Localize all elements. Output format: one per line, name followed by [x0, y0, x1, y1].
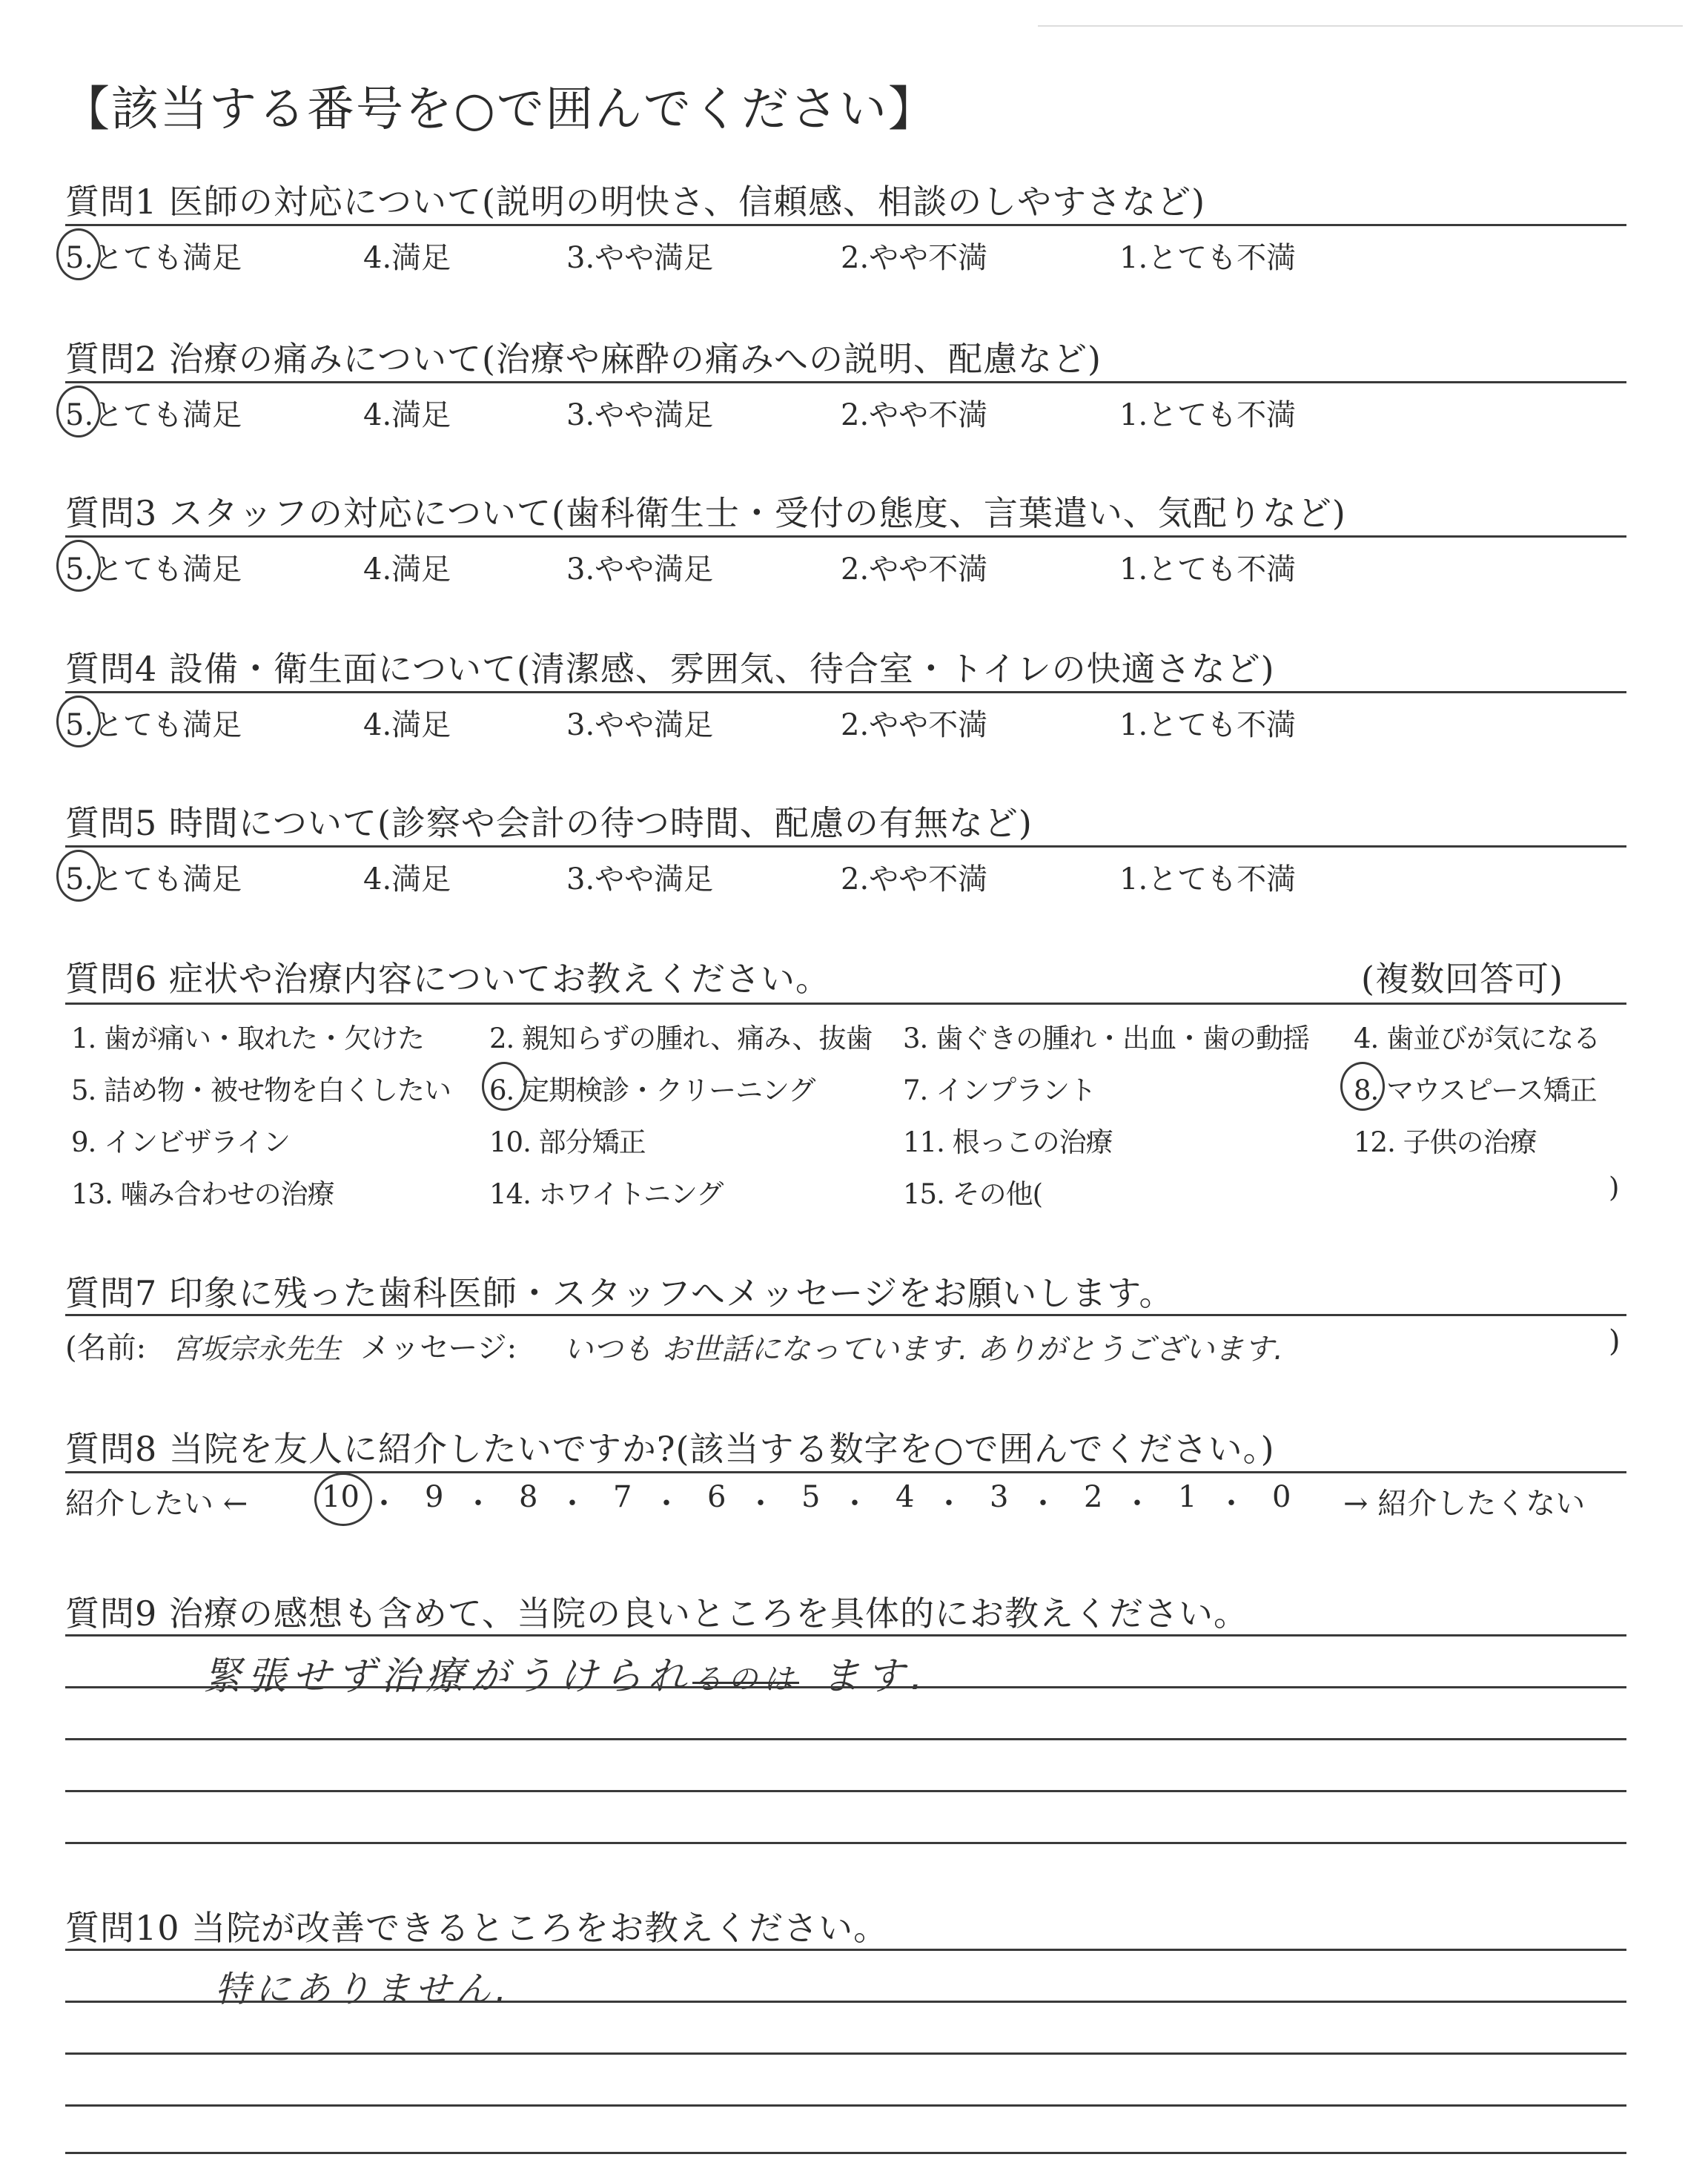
rating-rule-4 — [65, 691, 1626, 693]
q8-score-6[interactable]: 6 — [707, 1480, 726, 1514]
q6-option-13[interactable]: 13. 噛み合わせの治療 — [71, 1178, 334, 1210]
q1-option-3[interactable]: 3.やや満足 — [566, 241, 714, 275]
q8-score-9[interactable]: 9 — [425, 1480, 444, 1514]
q1-option-5[interactable]: 5.とても満足 — [65, 241, 242, 275]
q9-rule-5 — [65, 1842, 1626, 1844]
q2-option-3[interactable]: 3.やや満足 — [566, 398, 714, 432]
q2-option-5[interactable]: 5.とても満足 — [65, 398, 242, 432]
rating-rule-2 — [65, 381, 1626, 383]
q6-option-15[interactable]: 15. その他( — [903, 1178, 1043, 1210]
scan-edge-line — [1038, 25, 1683, 27]
q6-option-4[interactable]: 4. 歯並びが気になる — [1354, 1023, 1601, 1054]
q9-text: 質問9 治療の感想も含めて、当院の良いところを具体的にお教えください。 — [65, 1593, 1248, 1634]
q8-score-0[interactable]: 0 — [1272, 1480, 1291, 1514]
q6-option-5[interactable]: 5. 詰め物・被せ物を白くしたい — [71, 1074, 451, 1106]
q2-option-2[interactable]: 2.やや不満 — [841, 398, 988, 432]
q6-option-10[interactable]: 10. 部分矯正 — [489, 1126, 646, 1158]
q6-option-3[interactable]: 3. 歯ぐきの腫れ・出血・歯の動揺 — [903, 1023, 1310, 1054]
q6-other-close[interactable]: ) — [1609, 1172, 1619, 1203]
q9-answer-text: 緊張せず治療がうけられ — [203, 1654, 693, 1699]
rating-rule-5 — [65, 845, 1626, 848]
q6-option-12[interactable]: 12. 子供の治療 — [1354, 1126, 1537, 1158]
q4-option-4[interactable]: 4.満足 — [363, 708, 451, 742]
q8-score-4[interactable]: 4 — [896, 1480, 915, 1514]
q8-text: 質問8 当院を友人に紹介したいですか?(該当する数字を○で囲んでください。) — [65, 1429, 1275, 1469]
q8-left-label: 紹介したい ← — [65, 1487, 248, 1521]
rating-rule-1 — [65, 224, 1626, 226]
q6-option-2[interactable]: 2. 親知らずの腫れ、痛み、抜歯 — [489, 1023, 873, 1054]
q8-score-10[interactable]: 10 — [322, 1480, 360, 1514]
q8-score-3[interactable]: 3 — [990, 1480, 1009, 1514]
q5-option-1[interactable]: 1.とても不満 — [1119, 862, 1297, 896]
q8-separator: ・ — [369, 1487, 399, 1521]
rating-question-4: 質問4 設備・衛生面について(清潔感、雰囲気、待合室・トイレの快適さなど) — [65, 649, 1275, 689]
page-title: 【該当する番号を○で囲んでください】 — [62, 82, 937, 137]
q8-rule — [65, 1471, 1626, 1473]
q9-struck-text: るのは — [692, 1662, 800, 1697]
q6-option-7[interactable]: 7. インプラント — [903, 1074, 1096, 1106]
rating-rule-3 — [65, 535, 1626, 538]
selection-circle — [56, 696, 101, 747]
q4-option-3[interactable]: 3.やや満足 — [566, 708, 714, 742]
q10-rule-2 — [65, 2001, 1626, 2003]
q8-score-1[interactable]: 1 — [1178, 1480, 1197, 1514]
q10-rule-5 — [65, 2152, 1626, 2154]
q1-option-1[interactable]: 1.とても不満 — [1119, 241, 1297, 275]
q9-rule-1 — [65, 1634, 1626, 1636]
q3-option-1[interactable]: 1.とても不満 — [1119, 552, 1297, 587]
q6-option-6[interactable]: 6. 定期検診・クリーニング — [489, 1074, 815, 1106]
q6-option-9[interactable]: 9. インビザライン — [71, 1126, 290, 1158]
q2-option-1[interactable]: 1.とても不満 — [1119, 398, 1297, 432]
selection-circle — [56, 386, 101, 437]
q10-rule-4 — [65, 2104, 1626, 2107]
q2-option-4[interactable]: 4.満足 — [363, 398, 451, 432]
q8-separator: ・ — [840, 1487, 870, 1521]
q7-text: 質問7 印象に残った歯科医師・スタッフへメッセージをお願いします。 — [65, 1273, 1174, 1313]
q8-score-5[interactable]: 5 — [801, 1480, 821, 1514]
q6-option-14[interactable]: 14. ホワイトニング — [489, 1178, 724, 1210]
q9-rule-3 — [65, 1738, 1626, 1740]
q8-score-7[interactable]: 7 — [613, 1480, 632, 1514]
rating-question-5: 質問5 時間について(診察や会計の待つ時間、配慮の有無など) — [65, 803, 1033, 843]
q3-option-2[interactable]: 2.やや不満 — [841, 552, 988, 587]
rating-question-2: 質問2 治療の痛みについて(治療や麻酔の痛みへの説明、配慮など) — [65, 339, 1102, 379]
q4-option-2[interactable]: 2.やや不満 — [841, 708, 988, 742]
q10-rule-3 — [65, 2052, 1626, 2055]
q7-close-paren: ) — [1609, 1324, 1621, 1358]
q8-separator: ・ — [1028, 1487, 1058, 1521]
selection-circle — [1340, 1062, 1385, 1111]
q1-option-2[interactable]: 2.やや不満 — [841, 241, 988, 275]
q8-separator: ・ — [1217, 1487, 1246, 1521]
q9-answer-tail: ます. — [821, 1654, 929, 1699]
q9-answer[interactable] — [203, 1645, 929, 1700]
q8-separator: ・ — [557, 1487, 587, 1521]
q8-score-8[interactable]: 8 — [519, 1480, 538, 1514]
q9-rule-2 — [65, 1686, 1626, 1688]
q5-option-3[interactable]: 3.やや満足 — [566, 862, 714, 896]
q8-separator: ・ — [746, 1487, 775, 1521]
rating-question-3: 質問3 スタッフの対応について(歯科衛生士・受付の態度、言葉遣い、気配りなど) — [65, 493, 1346, 533]
q6-rule — [65, 1003, 1626, 1005]
q8-right-label: → 紹介したくない — [1343, 1487, 1586, 1521]
q7-message-label: メッセージ: — [360, 1331, 517, 1365]
q3-option-5[interactable]: 5.とても満足 — [65, 552, 242, 587]
q10-text: 質問10 当院が改善できるところをお教えください。 — [65, 1908, 889, 1948]
q9-answer-struck — [692, 1662, 799, 1697]
q4-option-1[interactable]: 1.とても不満 — [1119, 708, 1297, 742]
selection-circle — [56, 850, 101, 902]
q3-option-4[interactable]: 4.満足 — [363, 552, 451, 587]
q4-option-5[interactable]: 5.とても満足 — [65, 708, 242, 742]
selection-circle — [482, 1062, 526, 1111]
q6-option-11[interactable]: 11. 根っこの治療 — [903, 1126, 1113, 1158]
strike-through — [692, 1682, 799, 1684]
q7-message-value[interactable]: いつも お世話になっています. ありがとうございます. — [563, 1332, 1283, 1367]
q5-option-5[interactable]: 5.とても満足 — [65, 862, 242, 896]
q9-rule-4 — [65, 1790, 1626, 1792]
selection-circle — [314, 1473, 372, 1526]
selection-circle — [56, 540, 101, 592]
q5-option-4[interactable]: 4.満足 — [363, 862, 451, 896]
q6-note: (複数回答可) — [1361, 959, 1563, 999]
q5-option-2[interactable]: 2.やや不満 — [841, 862, 988, 896]
q8-score-2[interactable]: 2 — [1084, 1480, 1103, 1514]
q7-name-label: (名前: — [65, 1331, 147, 1365]
q8-separator: ・ — [1122, 1487, 1152, 1521]
q6-text: 質問6 症状や治療内容についてお教えください。 — [65, 959, 830, 999]
q10-answer[interactable]: 特にありません. — [215, 1969, 512, 2010]
q8-separator: ・ — [463, 1487, 493, 1521]
q7-rule — [65, 1314, 1626, 1316]
q6-option-1[interactable]: 1. 歯が痛い・取れた・欠けた — [71, 1023, 425, 1054]
q8-separator: ・ — [934, 1487, 964, 1521]
selection-circle — [56, 228, 101, 280]
q3-option-3[interactable]: 3.やや満足 — [566, 552, 714, 587]
q8-separator: ・ — [652, 1487, 681, 1521]
q1-option-4[interactable]: 4.満足 — [363, 241, 451, 275]
q6-option-8[interactable]: 8. マウスピース矯正 — [1354, 1074, 1597, 1106]
rating-question-1: 質問1 医師の対応について(説明の明快さ、信頼感、相談のしやすさなど) — [65, 182, 1206, 222]
q10-rule-1 — [65, 1949, 1626, 1951]
q7-name-value[interactable]: 宮坂宗永先生 — [172, 1332, 342, 1365]
